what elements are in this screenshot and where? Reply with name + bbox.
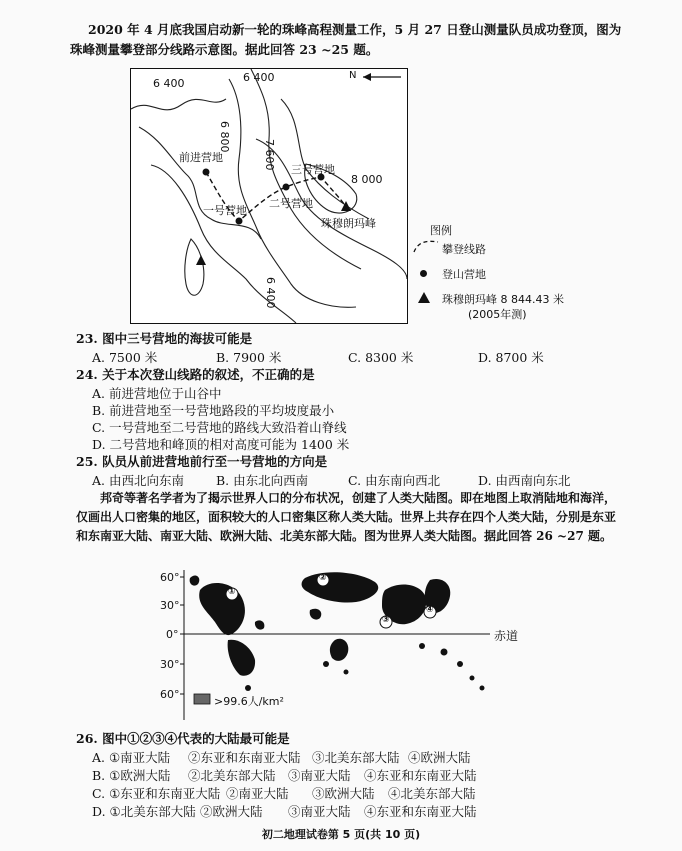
intro-line-1: 2020 年 4 月底我国启动新一轮的珠峰高程测量工作，5 月 27 日登山测量队员成功登顶，图为 [88,22,622,37]
camp-2-label: 二号营地 [269,197,313,210]
q26-d-4: ④东亚和东南亚大陆 [364,804,477,819]
q26-d-3: ③南亚大陆 [288,804,351,819]
q26-c-2: ②南亚大陆 [226,786,289,801]
q26-a-3: ③北美东部大陆 [312,750,400,765]
world-population-map [160,560,500,730]
q26-c-3: ③欧洲大陆 [312,786,375,801]
intro-line-2: 珠峰测量攀登部分线路示意图。据此回答 23 ~25 题。 [70,42,379,57]
peak-label: 珠穆朗玛峰 [321,217,376,230]
q26-b-1: B. ①欧洲大陆 [92,768,171,783]
q25-stem: 25. 队员从前进营地前行至一号营地的方向是 [76,454,328,469]
contour-label: 8 000 [351,173,383,186]
camp-advance-label: 前进营地 [179,151,223,164]
lat-label: 30° [160,658,180,671]
q26-b-2: ②北美东部大陆 [188,768,276,783]
q26-a-1: A. ①南亚大陆 [92,750,171,765]
marker-3: ③ [382,615,390,625]
intro2-line-3: 和东南亚大陆、南亚大陆、欧洲大陆、北美东部大陆。图为世界人类大陆图。据此回答 26 ~27 题。 [76,529,612,543]
marker-1: ① [228,587,236,597]
q23-stem: 23. 图中三号营地的海拔可能是 [76,331,253,346]
lat-label: 60° [160,571,180,584]
q24-option-b: B. 前进营地至一号营地路段的平均坡度最小 [92,403,335,418]
camp-1-label: 一号营地 [203,204,247,217]
q26-b-4: ④东亚和东南亚大陆 [364,768,477,783]
lat-label: 30° [160,599,180,612]
peak-legend-icon [418,292,430,304]
q24-stem: 24. 关于本次登山线路的叙述，不正确的是 [76,367,315,382]
everest-route-map [130,68,408,324]
marker-4: ④ [426,605,434,615]
legend-route: 攀登线路 [442,243,486,256]
marker-2: ② [319,573,327,583]
density-legend: >99.6人/km² [214,695,284,708]
q24-option-a: A. 前进营地位于山谷中 [92,386,222,401]
q26-d-2: ②欧洲大陆 [200,804,263,819]
q24-option-d: D. 二号营地和峰顶的相对高度可能为 1400 米 [92,437,350,452]
legend-title: 图例 [430,224,452,237]
q26-c-4: ④北美东部大陆 [388,786,476,801]
legend-peak-note: (2005年测) [468,308,527,321]
q24-option-c: C. 一号营地至二号营地的路线大致沿着山脊线 [92,420,347,435]
contour-label: 7 600 [263,139,276,171]
q25-option-d: D. 由西南向东北 [478,473,571,488]
contour-label: 6 400 [153,77,185,90]
camp-3-label: 三号营地 [291,163,335,176]
legend-camp: 登山营地 [442,268,486,281]
legend-peak: 珠穆朗玛峰 8 844.43 米 [442,293,564,306]
contour-label: 6 400 [243,71,275,84]
intro2-line-2: 仅画出人口密集的地区，面积较大的人口密集区称人类大陆。世界上共存在四个人类大陆，分别是东亚 [76,510,617,524]
intro2-line-1: 邦奇等著名学者为了揭示世界人口的分布状况，创建了人类大陆图。即在地图上取消陆地和海洋， [100,491,617,505]
q26-a-4: ④欧洲大陆 [408,750,471,765]
q26-a-2: ②东亚和东南亚大陆 [188,750,301,765]
north-label: N [349,70,357,81]
lat-label: 60° [160,688,180,701]
q26-d-1: D. ①北美东部大陆 [92,804,196,819]
q25-option-c: C. 由东南向西北 [348,473,441,488]
q23-option-b: B. 7900 米 [216,350,282,365]
q26-b-3: ③南亚大陆 [288,768,351,783]
q25-option-a: A. 由西北向东南 [92,473,184,488]
equator-label: 赤道 [494,629,519,643]
contour-label: 6 800 [218,121,231,153]
lat-label: 0° [166,628,179,641]
q23-option-d: D. 8700 米 [478,350,544,365]
route-legend-icon [412,238,440,254]
q26-c-1: C. ①东亚和东南亚大陆 [92,786,221,801]
q23-option-c: C. 8300 米 [348,350,414,365]
q25-option-b: B. 由东北向西南 [216,473,309,488]
contour-label: 6 400 [264,277,277,309]
page-footer: 初二地理试卷第 5 页(共 10 页) [261,828,421,841]
q23-option-a: A. 7500 米 [92,350,158,365]
camp-legend-icon [420,270,427,277]
q26-stem: 26. 图中①②③④代表的大陆最可能是 [76,731,290,746]
